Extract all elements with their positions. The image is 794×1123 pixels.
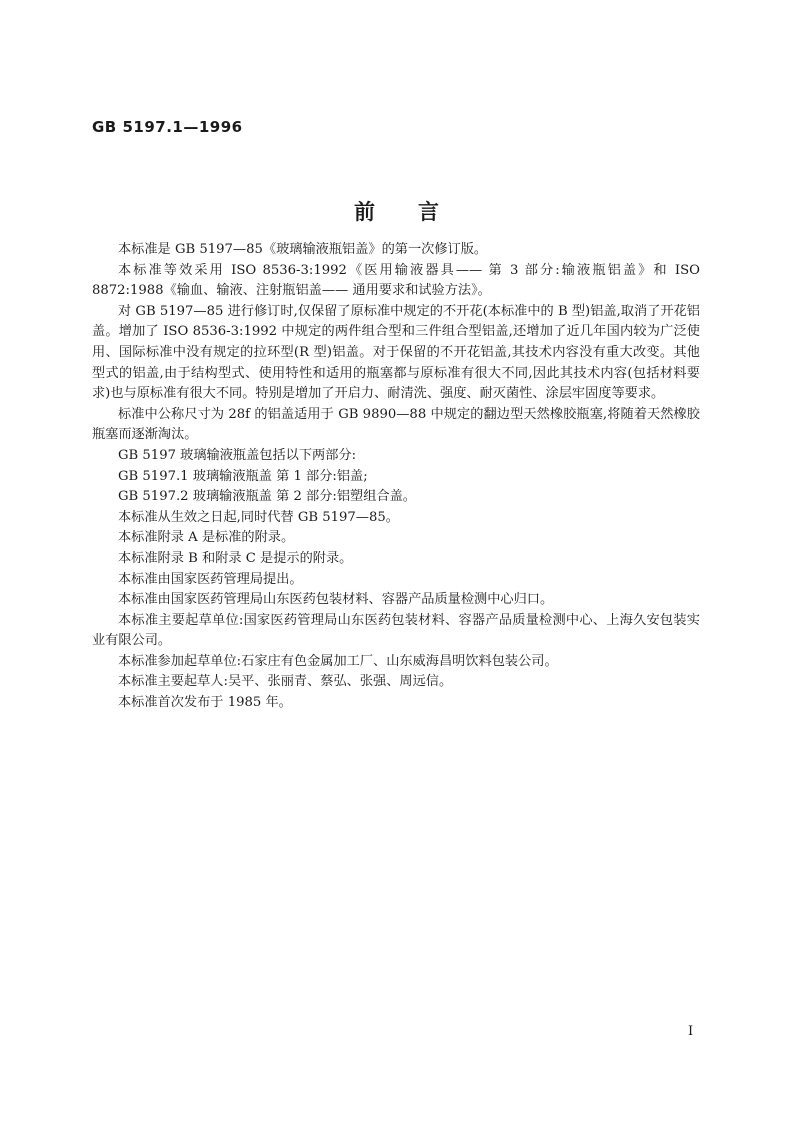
paragraph: 本标准附录 B 和附录 C 是提示的附录。 — [118, 550, 353, 566]
page-number: I — [688, 1024, 694, 1039]
paragraph: GB 5197 玻璃输液瓶盖包括以下两部分: — [118, 447, 357, 463]
paragraph: GB 5197.2 玻璃输液瓶盖 第 2 部分:铝塑组合盖。 — [118, 489, 416, 505]
paragraph: 本标准从生效之日起,同时代替 GB 5197—85。 — [118, 509, 399, 525]
paragraph: 本标准由国家医药管理局山东医药包装材料、容器产品质量检测中心归口。 — [118, 592, 554, 608]
paragraph: 本标准主要起草人:吴平、张丽青、蔡弘、张强、周远信。 — [118, 674, 453, 690]
paragraph: 本标准由国家医药管理局提出。 — [118, 571, 303, 587]
title-char-2: 言 — [418, 200, 440, 224]
paragraph: 本标准主要起草单位:国家医药管理局山东医药包装材料、容器产品质量检测中心、上海久安包装实业有限公司。 — [92, 612, 700, 649]
paragraph: 本标准附录 A 是标准的附录。 — [118, 530, 295, 546]
paragraph: 本标准参加起草单位:石家庄有色金属加工厂、山东威海昌明饮料包装公司。 — [118, 653, 558, 669]
paragraph: 本标准首次发布于 1985 年。 — [118, 695, 292, 711]
page-title — [0, 196, 794, 226]
paragraph: 本标准是 GB 5197—85《玻璃输液瓶铝盖》的第一次修订版。 — [118, 242, 488, 257]
title-char-1: 前 — [354, 200, 376, 224]
paragraph: 标准中公称尺寸为 28f 的铝盖适用于 GB 9890—88 中规定的翻边型天然橡胶瓶塞,将随着天然橡胶瓶塞而逐渐淘汰。 — [92, 406, 700, 443]
paragraph: 本标准等效采用 ISO 8536-3:1992《医用输液器具—— 第 3 部分:输液瓶铝盖》和 ISO 8872:1988《输血、输液、注射瓶铝盖—— 通用要求和试验方法》。 — [92, 262, 700, 299]
standard-code: GB 5197.1—1996 — [92, 118, 243, 136]
paragraph: GB 5197.1 玻璃输液瓶盖 第 1 部分:铝盖; — [118, 468, 368, 484]
paragraph: 对 GB 5197—85 进行修订时,仅保留了原标准中规定的不开花(本标准中的 B 型)铝盖,取消了开花铝盖。增加了 ISO 8536-3:1992 中规定的两件组合型和三件组合型铝盖,还增加了近几年国内较为广泛使用、国际标准中没有规定的拉环型(R 型)铝盖。对于保留的不开花铝盖,其技术内容没有重大改变。其他型式的铝盖,由于结构型式、使用特性和适用的瓶塞都与原标准有很大不同,因此其技术内容(包括材料要求)也与原标准有很大不同。特别是增加了开启力、耐清洗、强度、耐灭菌性、涂层牢固度等要求。 — [92, 303, 700, 402]
foreword-body — [92, 240, 700, 714]
